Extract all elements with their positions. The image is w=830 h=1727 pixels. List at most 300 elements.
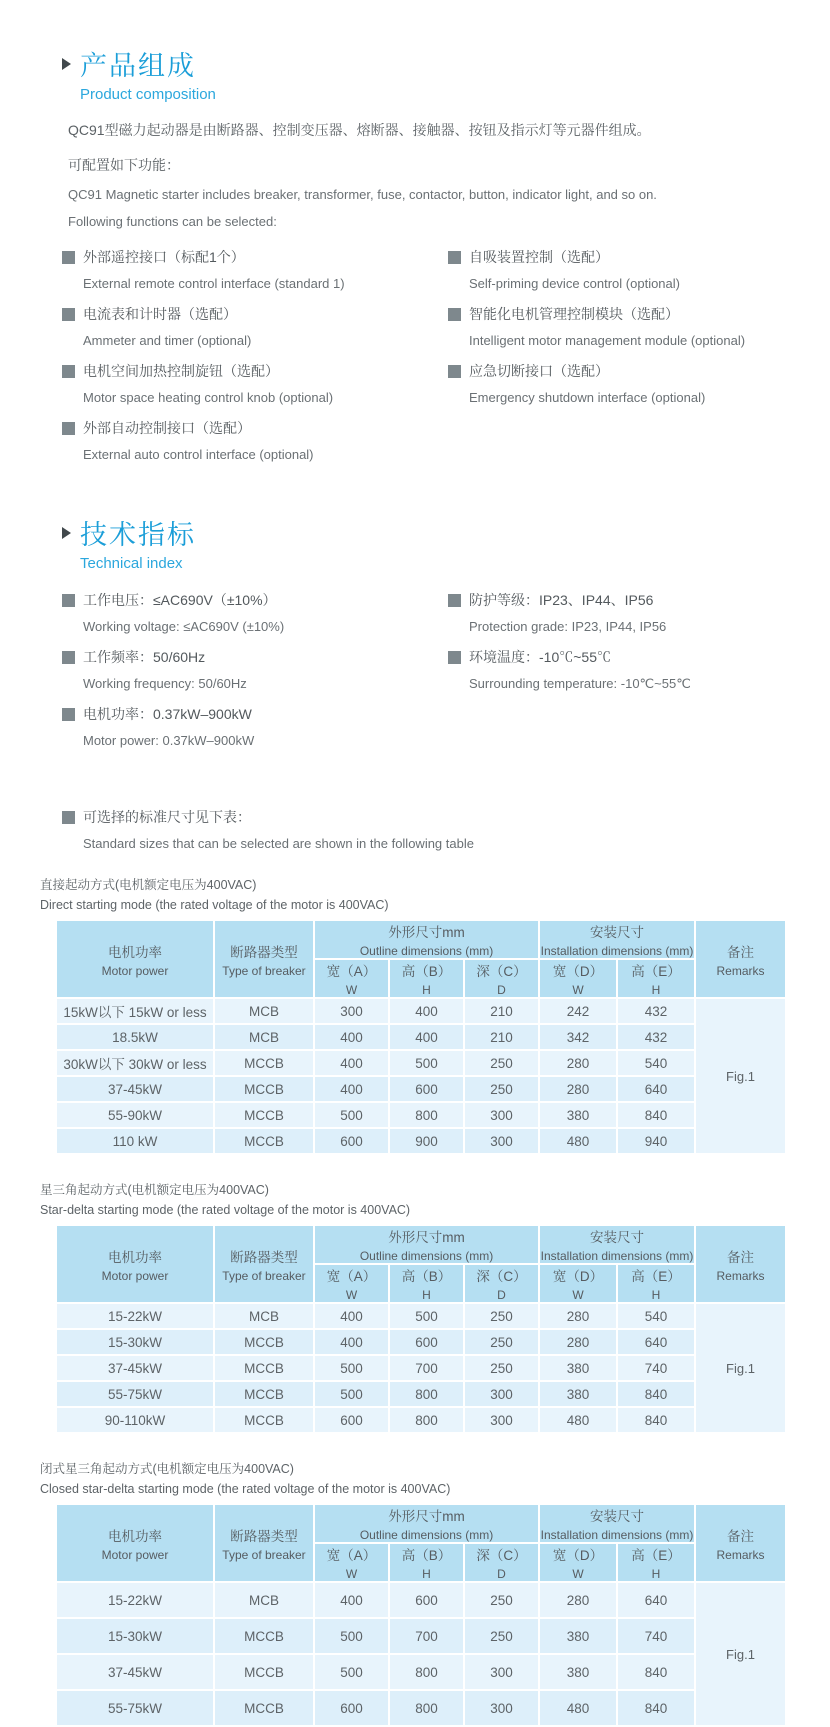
header-cell <box>617 1264 695 1303</box>
header-label-zh: 高（E） <box>631 1269 681 1284</box>
header-label-zh: 断路器类型 <box>230 944 298 960</box>
feature-zh: 智能化电机管理控制模块（选配） <box>469 306 679 322</box>
bullet-square-icon <box>448 651 461 664</box>
remark-cell: Fig.1 <box>695 1303 786 1433</box>
motor-power-cell: 37-45kW <box>56 1355 214 1381</box>
breaker-type-cell: MCCB <box>214 1329 314 1355</box>
header-label-zh: 宽（A） <box>326 1548 377 1563</box>
motor-power-cell: 30kW以下 30kW or less <box>56 1050 214 1076</box>
feature-zh: 外部自动控制接口（选配） <box>83 420 251 436</box>
header-cell <box>539 1225 695 1264</box>
list-item <box>448 361 786 405</box>
table-caption <box>40 1459 786 1496</box>
header-cell <box>389 959 464 998</box>
list-item <box>62 647 448 691</box>
feature-column-left <box>62 247 448 475</box>
dimension-cell: 400 <box>389 1024 464 1050</box>
header-label-zh: 高（E） <box>631 964 681 979</box>
dimension-cell: 700 <box>389 1618 464 1654</box>
table-header <box>56 1504 786 1582</box>
header-label-en: H <box>422 1288 431 1302</box>
dimension-cell: 540 <box>617 1303 695 1329</box>
header-label-zh: 高（B） <box>401 1548 452 1563</box>
table-row <box>56 1381 786 1407</box>
dimension-cell: 400 <box>314 1050 389 1076</box>
dimension-cell: 250 <box>464 1303 539 1329</box>
motor-power-cell: 15-22kW <box>56 1303 214 1329</box>
list-item <box>62 704 448 748</box>
dimension-cell: 600 <box>389 1076 464 1102</box>
dimension-cell: 300 <box>314 998 389 1024</box>
bullet-square-icon <box>62 594 75 607</box>
intro-paragraph2-zh: 可配置如下功能： <box>68 157 180 173</box>
header-label-en: Outline dimensions (mm) <box>359 1528 494 1542</box>
header-cell <box>464 1543 539 1582</box>
dimension-cell: 800 <box>389 1102 464 1128</box>
header-label-en: Motor power <box>101 1547 169 1562</box>
table-caption-zh: 直接起动方式(电机额定电压为400VAC) <box>40 878 257 892</box>
header-label-en: D <box>497 983 506 997</box>
header-label-zh: 宽（D） <box>552 964 604 979</box>
table-row <box>56 1582 786 1618</box>
header-label-zh: 深（C） <box>476 964 527 979</box>
header-cell <box>314 959 389 998</box>
header-label-en: H <box>651 983 661 997</box>
dimension-cell: 210 <box>464 1024 539 1050</box>
spec-en: Protection grade: IP23, IP44, IP56 <box>469 619 667 634</box>
dimension-cell: 480 <box>539 1407 617 1433</box>
dimension-cell: 300 <box>464 1381 539 1407</box>
dimension-cell: 380 <box>539 1654 617 1690</box>
breaker-type-cell: MCCB <box>214 1102 314 1128</box>
breaker-type-cell: MCCB <box>214 1355 314 1381</box>
header-label-en: W <box>345 1567 358 1581</box>
table-caption <box>40 875 786 912</box>
dimension-cell: 400 <box>314 1582 389 1618</box>
dimension-cell: 840 <box>617 1654 695 1690</box>
header-cell <box>314 1225 539 1264</box>
header-cell <box>464 959 539 998</box>
table-row <box>56 1407 786 1433</box>
remark-cell: Fig.1 <box>695 998 786 1154</box>
header-label-zh: 深（C） <box>476 1269 527 1284</box>
header-label-en: Outline dimensions (mm) <box>359 944 494 958</box>
list-item <box>62 304 448 348</box>
header-label-en: W <box>572 983 584 997</box>
intro-paragraph-zh: QC91型磁力起动器是由断路器、控制变压器、熔断器、接触器、按钮及指示灯等元器件组成。 <box>68 122 651 138</box>
spec-en: Working voltage: ≤AC690V (±10%) <box>83 619 285 634</box>
table-row <box>56 1050 786 1076</box>
list-item <box>62 361 448 405</box>
header-cell <box>56 1225 214 1303</box>
header-cell <box>389 1264 464 1303</box>
header-label-en: Installation dimensions (mm) <box>540 1528 694 1542</box>
motor-power-cell: 18.5kW <box>56 1024 214 1050</box>
dimension-cell: 840 <box>617 1690 695 1726</box>
dimension-cell: 500 <box>314 1654 389 1690</box>
feature-zh: 外部遥控接口（标配1个） <box>83 249 245 265</box>
tech-column-left <box>62 590 448 761</box>
header-label-zh: 安装尺寸 <box>590 925 644 940</box>
bullet-square-icon <box>62 251 75 264</box>
header-label-en: H <box>422 1567 431 1581</box>
table-caption-zh: 闭式星三角起动方式(电机额定电压为400VAC) <box>40 1462 294 1476</box>
header-label-en: Type of breaker <box>222 1547 306 1562</box>
dimension-cell: 800 <box>389 1381 464 1407</box>
motor-power-cell: 110 kW <box>56 1128 214 1154</box>
dimension-cell: 800 <box>389 1654 464 1690</box>
closed-star-delta-table <box>55 1503 787 1727</box>
dimension-cell: 900 <box>389 1128 464 1154</box>
section-title-zh: 技术指标 <box>80 520 196 550</box>
direct-starting-table <box>55 919 787 1155</box>
dimension-cell: 400 <box>314 1329 389 1355</box>
breaker-type-cell: MCCB <box>214 1407 314 1433</box>
table-row <box>56 1303 786 1329</box>
breaker-type-cell: MCCB <box>214 1076 314 1102</box>
dimension-cell: 380 <box>539 1381 617 1407</box>
table-row <box>56 998 786 1024</box>
header-label-zh: 宽（D） <box>552 1548 604 1563</box>
dimension-cell: 400 <box>314 1303 389 1329</box>
header-label-en: H <box>422 983 431 997</box>
bullet-square-icon <box>62 422 75 435</box>
dimension-cell: 280 <box>539 1303 617 1329</box>
feature-en: Motor space heating control knob (optional) <box>83 390 334 405</box>
dimension-cell: 250 <box>464 1329 539 1355</box>
header-label-en: W <box>345 1288 358 1302</box>
dimension-cell: 432 <box>617 998 695 1024</box>
dimension-cell: 400 <box>314 1024 389 1050</box>
dimension-cell: 640 <box>617 1329 695 1355</box>
bullet-square-icon <box>62 708 75 721</box>
feature-en: Ammeter and timer (optional) <box>83 333 252 348</box>
dimension-cell: 400 <box>314 1076 389 1102</box>
header-label-zh: 高（E） <box>631 1548 681 1563</box>
header-label-en: Motor power <box>101 1268 169 1283</box>
feature-zh: 自吸装置控制（选配） <box>469 249 609 265</box>
note-en: Standard sizes that can be selected are shown in the following table <box>83 836 474 851</box>
dimension-cell: 700 <box>389 1355 464 1381</box>
dimension-cell: 400 <box>389 998 464 1024</box>
table-row <box>56 1690 786 1726</box>
section-technical-index-header <box>62 513 786 572</box>
dimension-cell: 500 <box>314 1355 389 1381</box>
star-delta-table <box>55 1224 787 1434</box>
note-zh: 可选择的标准尺寸见下表： <box>83 809 251 825</box>
list-item <box>448 304 786 348</box>
dimension-cell: 600 <box>389 1329 464 1355</box>
table-header <box>56 920 786 998</box>
tech-index-list <box>62 590 786 761</box>
dimension-cell: 600 <box>314 1128 389 1154</box>
breaker-type-cell: MCCB <box>214 1690 314 1726</box>
header-cell <box>314 1543 389 1582</box>
table-row <box>56 1024 786 1050</box>
header-cell <box>214 1225 314 1303</box>
breaker-type-cell: MCB <box>214 1303 314 1329</box>
table-caption-en: Direct starting mode (the rated voltage of the motor is 400VAC) <box>40 898 389 912</box>
bullet-square-icon <box>62 365 75 378</box>
section-title-en: Product composition <box>80 86 216 103</box>
dimension-cell: 250 <box>464 1618 539 1654</box>
dimension-cell: 800 <box>389 1407 464 1433</box>
header-label-zh: 电机功率 <box>108 1249 162 1265</box>
dimension-cell: 280 <box>539 1076 617 1102</box>
table-row <box>56 1654 786 1690</box>
breaker-type-cell: MCB <box>214 1024 314 1050</box>
motor-power-cell: 37-45kW <box>56 1076 214 1102</box>
motor-power-cell: 90-110kW <box>56 1407 214 1433</box>
dimension-cell: 300 <box>464 1690 539 1726</box>
header-label-en: H <box>651 1567 661 1581</box>
header-label-zh: 外形尺寸mm <box>388 1509 465 1524</box>
dimension-cell: 280 <box>539 1329 617 1355</box>
dimension-cell: 210 <box>464 998 539 1024</box>
bullet-square-icon <box>448 251 461 264</box>
list-item <box>62 418 448 462</box>
header-label-en: D <box>497 1567 506 1581</box>
dimension-cell: 500 <box>389 1050 464 1076</box>
motor-power-cell: 55-90kW <box>56 1102 214 1128</box>
header-cell <box>314 1264 389 1303</box>
header-cell <box>695 1504 786 1582</box>
header-cell <box>389 1543 464 1582</box>
header-label-en: Remarks <box>716 1268 765 1283</box>
feature-en: Emergency shutdown interface (optional) <box>469 390 706 405</box>
feature-en: External auto control interface (optional) <box>83 447 314 462</box>
bullet-square-icon <box>448 594 461 607</box>
header-label-en: Remarks <box>716 1547 765 1562</box>
dimension-cell: 500 <box>314 1102 389 1128</box>
table-body <box>56 998 786 1154</box>
header-cell <box>617 959 695 998</box>
header-label-zh: 断路器类型 <box>230 1249 298 1265</box>
spec-zh: 电机功率：0.37kW–900kW <box>83 706 252 722</box>
remark-cell: Fig.1 <box>695 1582 786 1726</box>
table-row <box>56 1128 786 1154</box>
tech-column-right <box>448 590 786 761</box>
dimension-cell: 740 <box>617 1355 695 1381</box>
table-row <box>56 1076 786 1102</box>
dimension-cell: 840 <box>617 1102 695 1128</box>
header-cell <box>464 1264 539 1303</box>
spec-en: Surrounding temperature: -10℃~55℃ <box>469 676 691 691</box>
standard-sizes-note <box>62 807 786 851</box>
feature-zh: 电机空间加热控制旋钮（选配） <box>83 363 279 379</box>
dimension-cell: 640 <box>617 1582 695 1618</box>
header-cell <box>617 1543 695 1582</box>
header-cell <box>539 1264 617 1303</box>
header-cell <box>695 920 786 998</box>
table-caption-en: Closed star-delta starting mode (the rated voltage of the motor is 400VAC) <box>40 1482 451 1496</box>
bullet-square-icon <box>62 811 75 824</box>
dimension-cell: 940 <box>617 1128 695 1154</box>
header-label-zh: 宽（A） <box>326 1269 377 1284</box>
list-item <box>448 647 786 692</box>
list-item <box>448 247 786 291</box>
header-label-en: Motor power <box>101 963 169 978</box>
header-cell <box>314 1504 539 1543</box>
dimension-cell: 300 <box>464 1128 539 1154</box>
section-arrow-icon <box>62 58 71 70</box>
header-cell <box>56 920 214 998</box>
header-label-zh: 高（B） <box>401 1269 452 1284</box>
breaker-type-cell: MCCB <box>214 1128 314 1154</box>
header-cell <box>214 920 314 998</box>
dimension-cell: 500 <box>314 1381 389 1407</box>
header-label-zh: 电机功率 <box>108 1528 162 1544</box>
motor-power-cell: 15-30kW <box>56 1329 214 1355</box>
breaker-type-cell: MCCB <box>214 1654 314 1690</box>
dimension-cell: 740 <box>617 1618 695 1654</box>
spec-zh: 工作频率：50/60Hz <box>83 649 206 665</box>
motor-power-cell: 37-45kW <box>56 1654 214 1690</box>
section-title-zh: 产品组成 <box>80 51 196 81</box>
dimension-cell: 380 <box>539 1102 617 1128</box>
breaker-type-cell: MCB <box>214 998 314 1024</box>
dimension-cell: 280 <box>539 1582 617 1618</box>
header-label-en: W <box>345 983 358 997</box>
header-label-zh: 高（B） <box>401 964 452 979</box>
list-item <box>62 590 448 634</box>
header-cell <box>539 1504 695 1543</box>
table-row <box>56 1618 786 1654</box>
header-label-zh: 外形尺寸mm <box>388 925 465 940</box>
dimension-cell: 840 <box>617 1407 695 1433</box>
intro-paragraph-en: QC91 Magnetic starter includes breaker, transformer, fuse, contactor, button, indicator light, and so on. <box>68 187 657 202</box>
spec-en: Working frequency: 50/60Hz <box>83 676 247 691</box>
feature-zh: 电流表和计时器（选配） <box>83 306 237 322</box>
header-label-en: W <box>572 1288 584 1302</box>
section-title-en: Technical index <box>80 555 183 572</box>
feature-en: Intelligent motor management module (optional) <box>469 333 746 348</box>
dimension-cell: 500 <box>389 1303 464 1329</box>
header-cell <box>539 920 695 959</box>
header-cell <box>695 1225 786 1303</box>
feature-en: Self-priming device control (optional) <box>469 276 680 291</box>
motor-power-cell: 15kW以下 15kW or less <box>56 998 214 1024</box>
dimension-cell: 242 <box>539 998 617 1024</box>
header-label-en: W <box>572 1567 584 1581</box>
table-header <box>56 1225 786 1303</box>
motor-power-cell: 15-30kW <box>56 1618 214 1654</box>
table-caption <box>40 1180 786 1217</box>
dimension-cell: 600 <box>389 1582 464 1618</box>
table-caption-zh: 星三角起动方式(电机额定电压为400VAC) <box>40 1183 269 1197</box>
dimension-cell: 600 <box>314 1690 389 1726</box>
table-caption-en: Star-delta starting mode (the rated voltage of the motor is 400VAC) <box>40 1203 411 1217</box>
header-label-en: H <box>651 1288 661 1302</box>
header-label-zh: 安装尺寸 <box>590 1509 644 1524</box>
spec-zh: 环境温度：-10℃~55℃ <box>469 649 611 665</box>
header-cell <box>539 1543 617 1582</box>
header-label-en: D <box>497 1288 506 1302</box>
header-cell <box>214 1504 314 1582</box>
table-row <box>56 1329 786 1355</box>
header-label-zh: 断路器类型 <box>230 1528 298 1544</box>
dimension-cell: 480 <box>539 1690 617 1726</box>
dimension-cell: 250 <box>464 1355 539 1381</box>
bullet-square-icon <box>448 308 461 321</box>
dimension-cell: 300 <box>464 1407 539 1433</box>
header-label-en: Type of breaker <box>222 1268 306 1283</box>
header-cell <box>56 1504 214 1582</box>
header-label-zh: 宽（D） <box>552 1269 604 1284</box>
dimension-cell: 300 <box>464 1654 539 1690</box>
feature-en: External remote control interface (standard 1) <box>83 276 345 291</box>
feature-column-right <box>448 247 786 475</box>
motor-power-cell: 55-75kW <box>56 1381 214 1407</box>
spec-zh: 防护等级：IP23、IP44、IP56 <box>469 592 654 608</box>
dimension-cell: 250 <box>464 1582 539 1618</box>
table-body <box>56 1303 786 1433</box>
table-row <box>56 1355 786 1381</box>
header-label-en: Installation dimensions (mm) <box>540 1249 694 1263</box>
header-label-zh: 外形尺寸mm <box>388 1230 465 1245</box>
header-label-zh: 宽（A） <box>326 964 377 979</box>
header-label-zh: 备注 <box>727 1249 754 1265</box>
section-product-composition-header <box>62 44 786 103</box>
header-label-zh: 备注 <box>727 1528 754 1544</box>
dimension-cell: 280 <box>539 1050 617 1076</box>
section-arrow-icon <box>62 527 71 539</box>
dimension-cell: 600 <box>314 1407 389 1433</box>
dimension-cell: 500 <box>314 1618 389 1654</box>
dimension-cell: 300 <box>464 1102 539 1128</box>
spec-en: Motor power: 0.37kW–900kW <box>83 733 255 748</box>
bullet-square-icon <box>448 365 461 378</box>
bullet-square-icon <box>62 651 75 664</box>
header-label-en: Type of breaker <box>222 963 306 978</box>
table-body <box>56 1582 786 1726</box>
dimension-cell: 640 <box>617 1076 695 1102</box>
dimension-cell: 380 <box>539 1355 617 1381</box>
dimension-cell: 840 <box>617 1381 695 1407</box>
spec-zh: 工作电压：≤AC690V（±10%） <box>83 592 277 608</box>
breaker-type-cell: MCCB <box>214 1381 314 1407</box>
header-label-zh: 深（C） <box>476 1548 527 1563</box>
header-label-zh: 安装尺寸 <box>590 1230 644 1245</box>
feature-list <box>62 247 786 475</box>
dimension-cell: 250 <box>464 1076 539 1102</box>
breaker-type-cell: MCCB <box>214 1618 314 1654</box>
header-cell <box>539 959 617 998</box>
dimension-cell: 380 <box>539 1618 617 1654</box>
header-label-en: Outline dimensions (mm) <box>359 1249 494 1263</box>
list-item <box>448 590 786 634</box>
header-label-en: Remarks <box>716 963 765 978</box>
list-item <box>62 247 448 291</box>
dimension-cell: 540 <box>617 1050 695 1076</box>
dimension-cell: 432 <box>617 1024 695 1050</box>
bullet-square-icon <box>62 308 75 321</box>
motor-power-cell: 15-22kW <box>56 1582 214 1618</box>
breaker-type-cell: MCCB <box>214 1050 314 1076</box>
feature-zh: 应急切断接口（选配） <box>469 363 609 379</box>
table-row <box>56 1102 786 1128</box>
dimension-cell: 342 <box>539 1024 617 1050</box>
header-cell <box>314 920 539 959</box>
header-label-zh: 电机功率 <box>108 944 162 960</box>
header-label-en: Installation dimensions (mm) <box>540 944 694 958</box>
dimension-cell: 250 <box>464 1050 539 1076</box>
motor-power-cell: 55-75kW <box>56 1690 214 1726</box>
dimension-cell: 480 <box>539 1128 617 1154</box>
dimension-cell: 800 <box>389 1690 464 1726</box>
header-label-zh: 备注 <box>727 944 754 960</box>
intro-paragraph2-en: Following functions can be selected: <box>68 214 277 229</box>
